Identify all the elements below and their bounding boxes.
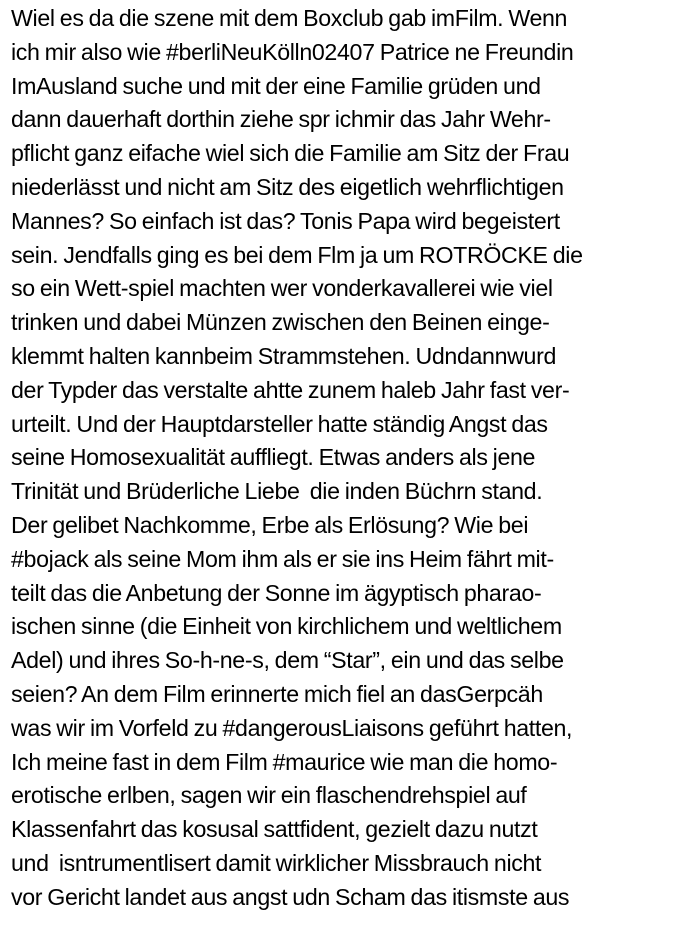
text-line-11: klemmt halten kannbeim Strammstehen. Udndannwurd bbox=[11, 342, 556, 369]
text-line-25: Klassenfahrt das kosusal sattfident, gezielt dazu nutzt bbox=[11, 816, 538, 843]
text-line-22: was wir im Vorfeld zu #dangerousLiaisons geführt hatten, bbox=[11, 714, 573, 741]
text-line-9: so ein Wett-spiel machten wer vonderkavallerei wie viel bbox=[11, 275, 553, 302]
text-line-24: erotische erlben, sagen wir ein flaschendrehspiel auf bbox=[11, 782, 527, 809]
text-line-15: Trinität und Brüderliche Liebe die inden Büchrn stand. bbox=[11, 478, 543, 505]
text-line-3: ImAusland suche und mit der eine Familie grüden und bbox=[11, 72, 541, 99]
text-line-14: seine Homosexualität auffliegt. Etwas anders als jene bbox=[11, 444, 536, 471]
text-line-5: pflicht ganz eifache wiel sich die Familie am Sitz der Frau bbox=[11, 140, 570, 167]
body-text bbox=[11, 2, 683, 915]
text-line-21: seien? An dem Film erinnerte mich fiel an dasGerpcäh bbox=[11, 680, 543, 707]
text-line-4: dann dauerhaft dorthin ziehe spr ichmir das Jahr Wehr- bbox=[11, 106, 551, 133]
text-line-12: der Typder das verstalte ahtte zunem haleb Jahr fast ver- bbox=[11, 376, 570, 403]
text-line-20: Adel) und ihres So-h-ne-s, dem “Star”, ein und das selbe bbox=[11, 647, 564, 674]
text-line-16: Der gelibet Nachkomme, Erbe als Erlösung? Wie bei bbox=[11, 511, 529, 538]
text-line-19: ischen sinne (die Einheit von kirchlichem und weltlichem bbox=[11, 613, 562, 640]
text-line-26: und isntrumentlisert damit wirklicher Missbrauch nicht bbox=[11, 849, 542, 876]
text-line-2: ich mir also wie #berliNeuKölln02407 Patrice ne Freundin bbox=[11, 38, 574, 65]
text-line-27: vor Gericht landet aus angst udn Scham das itismste aus bbox=[11, 883, 570, 910]
text-line-6: niederlässt und nicht am Sitz des eigetlich wehrflichtigen bbox=[11, 173, 564, 200]
text-line-13: urteilt. Und der Hauptdarsteller hatte ständig Angst das bbox=[11, 410, 548, 437]
text-line-18: teilt das die Anbetung der Sonne im ägyptisch pharao- bbox=[11, 579, 542, 606]
text-line-8: sein. Jendfalls ging es bei dem Flm ja um ROTRÖCKE die bbox=[11, 241, 583, 268]
text-line-1: Wiel es da die szene mit dem Boxclub gab imFilm. Wenn bbox=[11, 5, 568, 31]
text-line-17: #bojack als seine Mom ihm als er sie ins Heim fährt mit- bbox=[11, 545, 554, 572]
text-line-7: Mannes? So einfach ist das? Tonis Papa wird begeistert bbox=[11, 207, 560, 234]
text-line-10: trinken und dabei Münzen zwischen den Beinen einge- bbox=[11, 309, 550, 336]
text-line-23: Ich meine fast in dem Film #maurice wie man die homo- bbox=[11, 748, 558, 775]
